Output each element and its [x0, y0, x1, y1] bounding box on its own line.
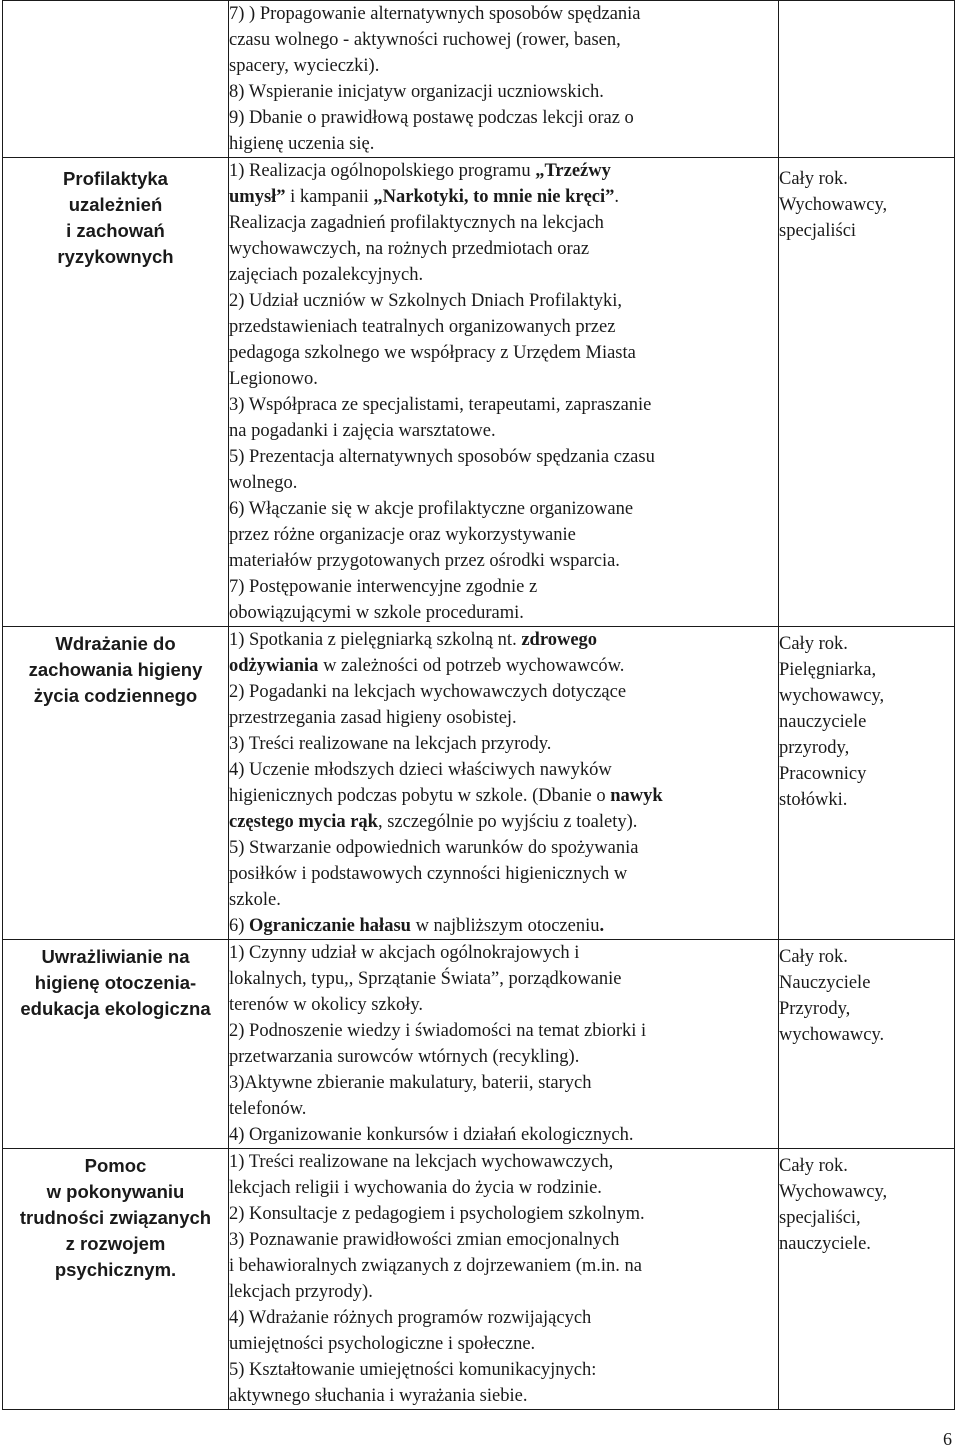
text-segment: wychowawczych, na rożnych przedmiotach oraz — [229, 239, 590, 259]
responsible-line: przyrody, — [779, 738, 850, 758]
text-segment: na pogadanki i zajęcia warsztatowe. — [229, 421, 496, 441]
text-segment: 2) Podnoszenie wiedzy i świadomości na temat zbiorki i — [229, 1021, 647, 1041]
activity-line — [229, 861, 778, 887]
text-segment: Legionowo. — [229, 369, 318, 389]
activity-line — [229, 809, 778, 835]
text-segment: wolnego. — [229, 473, 298, 493]
activity-line — [229, 27, 778, 53]
responsible-cell — [779, 1, 955, 158]
text-segment: „Trzeźwy — [535, 161, 611, 181]
topic-cell — [3, 627, 229, 940]
responsible-line: Pracownicy — [779, 764, 867, 784]
text-segment: zajęciach pozalekcyjnych. — [229, 265, 424, 285]
activity-line — [229, 184, 778, 210]
text-segment: przez różne organizacje oraz wykorzystywanie — [229, 525, 576, 545]
topic-line: higienę otoczenia- — [34, 972, 197, 993]
activity-line — [229, 1044, 778, 1070]
text-segment: w najbliższym otoczeniu — [410, 916, 600, 936]
topic-cell — [3, 1149, 229, 1410]
table-row — [3, 1, 955, 158]
topic-cell — [3, 940, 229, 1149]
activity-line — [229, 679, 778, 705]
responsible-line: Nauczyciele — [779, 973, 871, 993]
text-segment: odżywiania — [229, 656, 319, 676]
topic-line: z rozwojem — [65, 1233, 166, 1254]
page-number: 6 — [943, 1429, 952, 1449]
activity-line — [229, 940, 778, 966]
text-segment: 4) Organizowanie konkursów i działań ekologicznych. — [229, 1125, 634, 1145]
responsible-line: Cały rok. — [779, 1156, 848, 1176]
activities-cell — [229, 627, 779, 940]
text-segment: 6) — [229, 916, 250, 936]
text-segment: 3) Treści realizowane na lekcjach przyrody. — [229, 734, 552, 754]
responsible-line: Przyrody, — [779, 999, 851, 1019]
text-segment: lokalnych, typu,, Sprzątanie Świata”, porządkowanie — [229, 969, 622, 989]
activity-line — [229, 887, 778, 913]
responsible-line: Wychowawcy, — [779, 195, 888, 215]
text-segment: 5) Prezentacja alternatywnych sposobów spędzania czasu — [229, 447, 655, 467]
text-segment: 7) ) Propagowanie alternatywnych sposobów spędzania — [229, 4, 641, 24]
activity-line — [229, 53, 778, 79]
topic-line: i zachowań — [66, 220, 165, 241]
activity-line — [229, 288, 778, 314]
text-segment: zdrowego — [521, 630, 598, 650]
text-segment: lekcjach religii i wychowania do życia w rodzinie. — [229, 1178, 602, 1198]
activity-line — [229, 418, 778, 444]
text-segment: 5) Stwarzanie odpowiednich warunków do spożywania — [229, 838, 639, 858]
topic-line: uzależnień — [68, 194, 163, 215]
activity-line — [229, 1279, 778, 1305]
text-segment: czasu wolnego - aktywności ruchowej (rower, basen, — [229, 30, 621, 50]
activity-line — [229, 314, 778, 340]
topic-cell — [3, 158, 229, 627]
text-segment: 6) Włączanie się w akcje profilaktyczne organizowane — [229, 499, 634, 519]
responsible-line: specjaliści, — [779, 1208, 861, 1228]
text-segment: 5) Kształtowanie umiejętności komunikacyjnych: — [229, 1360, 597, 1380]
text-segment: przedstawieniach teatralnych organizowanych przez — [229, 317, 616, 337]
activity-line — [229, 1201, 778, 1227]
activity-line — [229, 1070, 778, 1096]
activity-line — [229, 1227, 778, 1253]
text-segment: 4) Uczenie młodszych dzieci właściwych nawyków — [229, 760, 612, 780]
activity-line — [229, 496, 778, 522]
text-segment: i behawioralnych związanych z dojrzewaniem (m.in. na — [229, 1256, 642, 1276]
activity-line — [229, 392, 778, 418]
activity-line — [229, 79, 778, 105]
activity-line — [229, 1253, 778, 1279]
text-segment: przetwarzania surowców wtórnych (recykling). — [229, 1047, 580, 1067]
responsible-line: wychowawcy. — [779, 1025, 885, 1045]
activity-line — [229, 1357, 778, 1383]
topic-line: zachowania higieny — [28, 659, 203, 680]
text-segment: obowiązującymi w szkole procedurami. — [229, 603, 524, 623]
table-row — [3, 1149, 955, 1410]
activity-line — [229, 913, 778, 939]
activity-line — [229, 548, 778, 574]
text-segment: przestrzegania zasad higieny osobistej. — [229, 708, 517, 728]
text-segment: i kampanii — [285, 187, 374, 207]
text-segment: , szczególnie po wyjściu z toalety). — [377, 812, 638, 832]
text-segment: 3) Poznawanie prawidłowości zmian emocjonalnych — [229, 1230, 620, 1250]
text-segment: „Narkotyki, to mnie nie kręci” — [373, 187, 615, 207]
responsible-line: Wychowawcy, — [779, 1182, 888, 1202]
text-segment: 3) Współpraca ze specjalistami, terapeutami, zapraszanie — [229, 395, 652, 415]
activity-line — [229, 522, 778, 548]
activity-line — [229, 1018, 778, 1044]
topic-line: edukacja ekologiczna — [20, 998, 211, 1019]
activity-line — [229, 966, 778, 992]
activity-line — [229, 1331, 778, 1357]
activity-line — [229, 1383, 778, 1409]
text-segment: Realizacja zagadnień profilaktycznych na lekcjach — [229, 213, 604, 233]
activity-line — [229, 1305, 778, 1331]
activity-line — [229, 627, 778, 653]
responsible-line: specjaliści — [779, 221, 857, 241]
table-row — [3, 627, 955, 940]
activity-line — [229, 705, 778, 731]
text-segment: szkole. — [229, 890, 281, 910]
activity-line — [229, 600, 778, 626]
activities-cell — [229, 1, 779, 158]
text-segment: w zależności od potrzeb wychowawców. — [318, 656, 625, 676]
activity-line — [229, 131, 778, 157]
activity-line — [229, 1122, 778, 1148]
responsible-line: wychowawcy, — [779, 686, 885, 706]
topic-line: Wdrażanie do — [55, 633, 176, 654]
text-segment: 1) Treści realizowane na lekcjach wychowawczych, — [229, 1152, 614, 1172]
responsible-line: nauczyciele — [779, 712, 867, 732]
table-row — [3, 158, 955, 627]
activity-line — [229, 992, 778, 1018]
activity-line — [229, 731, 778, 757]
topic-line: Profilaktyka — [63, 168, 168, 189]
text-segment: posiłków i podstawowych czynności higienicznych w — [229, 864, 628, 884]
text-segment: 8) Wspieranie inicjatyw organizacji uczniowskich. — [229, 82, 604, 102]
activity-line — [229, 1096, 778, 1122]
activity-line — [229, 757, 778, 783]
text-segment: 2) Konsultacje z pedagogiem i psychologiem szkolnym. — [229, 1204, 645, 1224]
responsible-line: nauczyciele. — [779, 1234, 871, 1254]
activity-line — [229, 835, 778, 861]
activity-line — [229, 1, 778, 27]
topic-line: ryzykownych — [57, 246, 174, 267]
activity-line — [229, 574, 778, 600]
text-segment: lekcjach przyrody). — [229, 1282, 373, 1302]
topic-line: psychicznym. — [54, 1259, 177, 1280]
activities-cell — [229, 1149, 779, 1410]
text-segment: higienę uczenia się. — [229, 134, 375, 154]
text-segment: higienicznych podczas pobytu w szkole. (Dbanie o — [229, 786, 611, 806]
text-segment: spacery, wycieczki). — [229, 56, 380, 76]
topic-line: w pokonywaniu — [46, 1181, 185, 1202]
text-segment: . — [599, 916, 605, 936]
activity-line — [229, 783, 778, 809]
activity-line — [229, 262, 778, 288]
text-segment: Ograniczanie hałasu — [249, 916, 411, 936]
text-segment: aktywnego słuchania i wyrażania siebie. — [229, 1386, 528, 1406]
text-segment: 7) Postępowanie interwencyjne zgodnie z — [229, 577, 538, 597]
text-segment: materiałów przygotowanych przez ośrodki wsparcia. — [229, 551, 620, 571]
activity-line — [229, 653, 778, 679]
topic-cell — [3, 1, 229, 158]
activities-cell — [229, 940, 779, 1149]
text-segment: częstego mycia rąk — [229, 812, 378, 832]
activity-line — [229, 1175, 778, 1201]
responsible-cell — [779, 158, 955, 627]
table-row — [3, 940, 955, 1149]
text-segment: telefonów. — [229, 1099, 307, 1119]
activity-line — [229, 444, 778, 470]
activity-line — [229, 470, 778, 496]
text-segment: 2) Udział uczniów w Szkolnych Dniach Profilaktyki, — [229, 291, 623, 311]
responsible-line: stołówki. — [779, 790, 848, 810]
activity-line — [229, 105, 778, 131]
topic-line: Pomoc — [84, 1155, 147, 1176]
text-segment: pedagoga szkolnego we współpracy z Urzędem Miasta — [229, 343, 636, 363]
responsible-cell — [779, 627, 955, 940]
text-segment: 1) Realizacja ogólnopolskiego programu — [229, 161, 536, 181]
topic-line: Uwrażliwianie na — [41, 946, 190, 967]
program-table — [2, 0, 955, 1410]
topic-line: życia codziennego — [33, 685, 198, 706]
activity-line — [229, 210, 778, 236]
text-segment: 4) Wdrażanie różnych programów rozwijających — [229, 1308, 592, 1328]
topic-line: trudności związanych — [19, 1207, 212, 1228]
responsible-line: Pielęgniarka, — [779, 660, 877, 680]
responsible-line: Cały rok. — [779, 634, 848, 654]
activity-line — [229, 366, 778, 392]
text-segment: umiejętności psychologiczne i społeczne. — [229, 1334, 536, 1354]
activity-line — [229, 236, 778, 262]
text-segment: 2) Pogadanki na lekcjach wychowawczych dotyczące — [229, 682, 627, 702]
responsible-line: Cały rok. — [779, 947, 848, 967]
activity-line — [229, 158, 778, 184]
activity-line — [229, 1149, 778, 1175]
activity-line — [229, 340, 778, 366]
text-segment: 1) Czynny udział w akcjach ogólnokrajowych i — [229, 943, 580, 963]
text-segment: nawyk — [610, 786, 663, 806]
text-segment: 1) Spotkania z pielęgniarką szkolną nt. — [229, 630, 522, 650]
text-segment: 3)Aktywne zbieranie makulatury, baterii, starych — [229, 1073, 592, 1093]
text-segment: terenów w okolicy szkoły. — [229, 995, 424, 1015]
responsible-cell — [779, 1149, 955, 1410]
text-segment: . — [614, 187, 620, 207]
activities-cell — [229, 158, 779, 627]
responsible-line: Cały rok. — [779, 169, 848, 189]
text-segment: 9) Dbanie o prawidłową postawę podczas lekcji oraz o — [229, 108, 634, 128]
text-segment: umysł” — [229, 187, 286, 207]
responsible-cell — [779, 940, 955, 1149]
